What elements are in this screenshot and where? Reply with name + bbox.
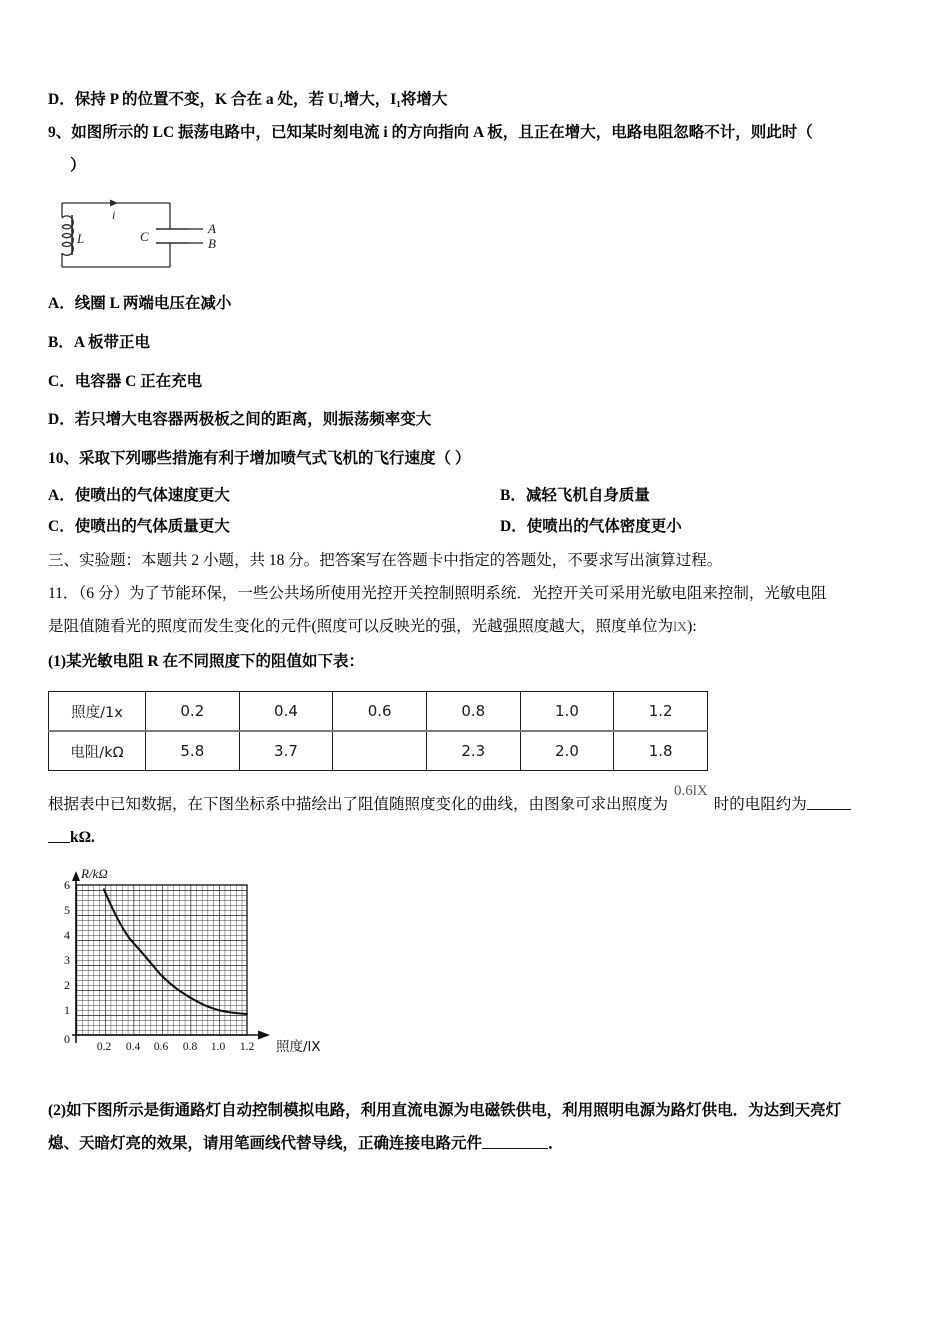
- x-axis-title: 照度/lX: [276, 1039, 321, 1056]
- svg-text:6: 6: [64, 878, 70, 893]
- page-content: [48, 84, 904, 1161]
- table-cell: 0.6: [333, 692, 427, 732]
- svg-text:0.2: 0.2: [96, 1041, 112, 1054]
- section-3-heading: 三、实验题：本题共 2 小题，共 18 分。把答案写在答题卡中指定的答题处，不要求写出演算过程。: [48, 552, 723, 570]
- x-tick-labels: [97, 1041, 255, 1053]
- q10-options-row-1: [48, 483, 904, 505]
- table-row: [49, 692, 708, 732]
- table-cell-blank: [333, 731, 427, 771]
- lc-circuit-figure: [48, 191, 904, 281]
- q11-number: 11．: [48, 585, 79, 603]
- q9-option-b: B．A 板带正电: [48, 333, 151, 351]
- q10-option-a: A．使喷出的气体速度更大: [48, 487, 230, 505]
- plate-a-label: A: [208, 221, 216, 236]
- graph-grid: [76, 885, 247, 1035]
- q11-after-table-part3: kΩ.: [70, 829, 95, 847]
- q11-after-table-line-1: [48, 783, 904, 820]
- table-cell: 0.4: [239, 692, 333, 732]
- current-arrow-icon: [110, 200, 118, 207]
- q10-stem-text: 采取下列哪些措施有利于增加喷气式飞机的飞行速度（ ）: [79, 450, 471, 468]
- q11-part1-label: (1)某光敏电阻 R 在不同照度下的阻值如下表：: [48, 653, 365, 671]
- table-cell: 0.2: [146, 692, 240, 732]
- q11-after-table-line-2: [48, 822, 904, 853]
- svg-text:0.6: 0.6: [153, 1041, 169, 1054]
- y-axis-arrow-icon: [72, 871, 80, 881]
- table-row: [49, 731, 708, 771]
- q10-stem: [48, 443, 904, 474]
- q11-stem-line-1: [48, 578, 904, 609]
- q11-part2-line-2: [48, 1128, 904, 1159]
- x-axis-arrow-icon: [258, 1031, 270, 1040]
- lc-circuit-svg: [48, 191, 278, 279]
- table-cell: 3.7: [239, 731, 333, 771]
- q9-stem: [48, 117, 904, 148]
- q9-option-c: C．电容器 C 正在充电: [48, 372, 203, 390]
- svg-text:1.0: 1.0: [210, 1041, 226, 1054]
- q9-stem-cont: ）: [70, 157, 86, 174]
- svg-text:5: 5: [64, 903, 70, 918]
- table-cell: 5.8: [146, 731, 240, 771]
- capacitor-label: C: [140, 229, 149, 244]
- answer-blank[interactable]: [482, 1135, 548, 1149]
- svg-text:1: 1: [64, 1003, 70, 1018]
- svg-text:4: 4: [64, 928, 70, 943]
- graph-svg: [48, 865, 348, 1065]
- q11-part2-period: ．: [548, 1135, 564, 1153]
- y-tick-labels: [64, 878, 70, 1046]
- svg-text:0.4: 0.4: [125, 1041, 141, 1054]
- q9-number: 9、: [48, 124, 72, 141]
- table-header-illuminance: 照度/1x: [49, 692, 146, 732]
- resistance-illuminance-graph: [48, 865, 904, 1071]
- q8-option-d: D．保持 P 的位置不变，K 合在 a 处，若 U₁增大，I₁将增大: [48, 91, 448, 108]
- q11-part2-line-1: (2)如下图所示是街通路灯自动控制模拟电路，利用直流电源为电磁铁供电，利用照明电源为路灯供电．为达到天亮灯: [48, 1102, 842, 1120]
- q10-option-d: D．使喷出的气体密度更小: [500, 518, 682, 536]
- svg-text:2: 2: [64, 978, 70, 993]
- table-cell: 2.0: [520, 731, 614, 771]
- q11-stem-part1: 为了节能环保，一些公共场所使用光控开关控制照明系统．光控开关可采用光敏电阻来控制，光敏电阻: [128, 585, 827, 603]
- q10-options-row-2: [48, 514, 904, 536]
- q11-score: （6 分）: [78, 585, 129, 603]
- q11-part2-text: 熄、天暗灯亮的效果，请用笔画线代替导线，正确连接电路元件: [48, 1135, 483, 1153]
- plate-b-label: B: [208, 236, 216, 251]
- q11-stem-part2: 是阻值随看光的照度而发生变化的元件(照度可以反映光的强，光越强照度越大，照度单位为: [48, 618, 674, 636]
- table-cell: 1.0: [520, 692, 614, 732]
- q11-stem-line-2: [48, 611, 904, 642]
- svg-text:3: 3: [64, 953, 70, 968]
- q11-after-table-part1: 根据表中已知数据，在下图坐标系中描绘出了阻值随照度变化的曲线，由图象可求出照度为: [48, 796, 669, 814]
- q9-option-d: D．若只增大电容器两极板之间的距离，则振荡频率变大: [48, 411, 432, 429]
- svg-text:0.8: 0.8: [182, 1041, 198, 1054]
- table-cell: 1.8: [614, 731, 708, 771]
- table-cell: 0.8: [426, 692, 520, 732]
- q11-after-table-formula: 0.6lX: [674, 783, 708, 800]
- answer-blank[interactable]: [807, 796, 851, 810]
- q10-number: 10、: [48, 450, 80, 468]
- q10-option-b: B．减轻飞机自身质量: [500, 487, 650, 505]
- inductor-label: L: [77, 231, 85, 246]
- q9-option-a: A．线圈 L 两端电压在减小: [48, 295, 232, 312]
- current-label: i: [112, 208, 116, 222]
- table-cell: 2.3: [426, 731, 520, 771]
- svg-text:1.2: 1.2: [239, 1041, 255, 1054]
- q11-after-table-part2: 时的电阻约为: [713, 796, 807, 814]
- q11-stem-part3: ):: [687, 618, 697, 636]
- q10-option-c: C．使喷出的气体质量更大: [48, 518, 230, 536]
- table-header-resistance: 电阻/kΩ: [49, 731, 146, 771]
- q11-unit-formula: lX: [673, 620, 688, 636]
- y-axis-title: R/kΩ: [81, 866, 108, 882]
- svg-text:0: 0: [64, 1032, 70, 1047]
- resistance-illuminance-table: [48, 691, 708, 771]
- q9-stem-text: 如图所示的 LC 振荡电路中，已知某时刻电流 i 的方向指向 A 板，且正在增大，电路电阻忽略不计，则此时（: [71, 124, 813, 141]
- table-cell: 1.2: [614, 692, 708, 732]
- answer-blank[interactable]: [48, 829, 70, 843]
